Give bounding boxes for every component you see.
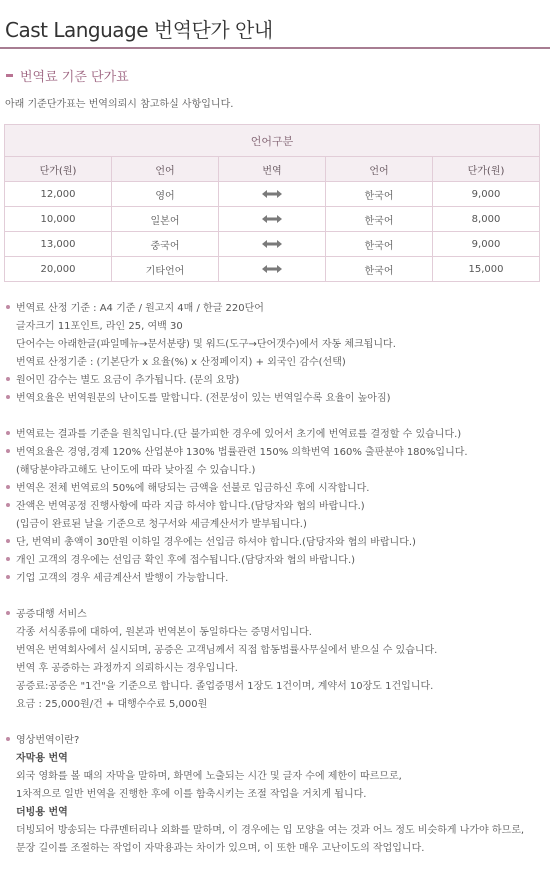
- bullet-icon: [6, 305, 10, 309]
- direction-cell: [219, 232, 326, 257]
- note-detail: (입금이 완료된 날을 기준으로 청구서와 세금계산서가 발부됩니다.): [16, 519, 307, 530]
- note-text: 번역료는 결과를 기준을 원칙입니다.(단 불가피한 경우에 있어서 초기에 번역료를 결정할 수 있습니다.): [16, 429, 462, 440]
- language-cell: 기타언어: [112, 257, 219, 282]
- language-cell: 한국어: [326, 207, 433, 232]
- note-item: [6, 426, 461, 444]
- bidirectional-arrow-icon: [262, 265, 282, 273]
- column-header: 단가(원): [433, 157, 540, 182]
- bullet-icon: [6, 377, 10, 381]
- price-cell: 9,000: [433, 182, 540, 207]
- note-text: 영상번역이란?: [16, 735, 80, 746]
- note-detail: 요금 : 25,000원/건 + 대행수수료 5,000원: [16, 699, 208, 710]
- dash-icon: [6, 74, 13, 77]
- note-text: 번역료 산정 기준 : A4 기준 / 원고지 4매 / 한글 220단어: [16, 303, 264, 314]
- note-subheading: 더빙용 번역: [16, 807, 68, 818]
- direction-cell: [219, 257, 326, 282]
- column-header: 언어: [112, 157, 219, 182]
- language-cell: 중국어: [112, 232, 219, 257]
- bullet-icon: [6, 449, 10, 453]
- column-header: 번역: [219, 157, 326, 182]
- bullet-icon: [6, 503, 10, 507]
- intro-text: 아래 기준단가표는 번역의뢰시 참고하실 사항입니다.: [5, 99, 234, 110]
- table-row: [5, 232, 540, 257]
- section-title: 번역료 기준 단가표: [20, 70, 129, 85]
- table-row: [5, 257, 540, 282]
- bullet-icon: [6, 737, 10, 741]
- note-text: 번역요율은 경영,경제 120% 산업분야 130% 법률관련 150% 의학번역 160% 출판분야 180%입니다.: [16, 447, 468, 458]
- note-detail: 번역 후 공증하는 과정까지 의뢰하시는 경우입니다.: [16, 663, 238, 674]
- language-cell: 일본어: [112, 207, 219, 232]
- page-title: Cast Language 번역단가 안내: [5, 18, 273, 42]
- column-header: 단가(원): [5, 157, 112, 182]
- note-text: 원어민 감수는 별도 요금이 추가됩니다. (문의 요망): [16, 375, 240, 386]
- rate-table: [4, 124, 540, 282]
- table-row: [5, 182, 540, 207]
- note-detail: 번역료 산정기준 : (기본단가 x 요율(%) x 산정페이지) + 외국인 감수(선택): [16, 357, 346, 368]
- price-cell: 12,000: [5, 182, 112, 207]
- note-item: [6, 552, 355, 570]
- price-cell: 8,000: [433, 207, 540, 232]
- note-detail: 1차적으로 일반 번역을 진행한 후에 이를 함축시키는 조절 작업을 거치게 됩니다.: [16, 789, 367, 800]
- note-item: [6, 570, 228, 588]
- price-cell: 20,000: [5, 257, 112, 282]
- bullet-icon: [6, 539, 10, 543]
- bullet-icon: [6, 485, 10, 489]
- direction-cell: [219, 207, 326, 232]
- column-header: 언어: [326, 157, 433, 182]
- note-detail: 번역은 번역회사에서 실시되며, 공증은 고객님께서 직접 합동법률사무실에서 받으실 수 있습니다.: [16, 645, 438, 656]
- note-text: 번역은 전체 번역료의 50%에 해당되는 금액을 선불로 입금하신 후에 시작합니다.: [16, 483, 370, 494]
- note-text: 개인 고객의 경우에는 선입금 확인 후에 접수됩니다.(담당자와 협의 바랍니다.): [16, 555, 356, 566]
- note-item: [6, 300, 264, 318]
- note-subheading: 자막용 번역: [16, 753, 68, 764]
- bullet-icon: [6, 611, 10, 615]
- direction-cell: [219, 182, 326, 207]
- table-row: [5, 207, 540, 232]
- language-cell: 한국어: [326, 257, 433, 282]
- note-text: 잔액은 번역공정 진행사항에 따라 지급 하셔야 합니다.(담당자와 협의 바랍니다.): [16, 501, 365, 512]
- bullet-icon: [6, 557, 10, 561]
- note-detail: 각종 서식종류에 대하여, 원본과 번역본이 동일하다는 증명서입니다.: [16, 627, 312, 638]
- note-detail: 단어수는 아래한글(파일메뉴→문서분량) 및 워드(도구→단어갯수)에서 자동 체크됩니다.: [16, 339, 396, 350]
- note-detail: 공증료:공증은 "1건"을 기준으로 합니다. 졸업증명서 1장도 1건이며, 계약서 10장도 1건입니다.: [16, 681, 434, 692]
- note-text: 단, 번역비 총액이 30만원 이하일 경우에는 선입금 하셔야 합니다.(담당자와 협의 바랍니다.): [16, 537, 416, 548]
- note-item: [6, 480, 369, 498]
- note-item: [6, 606, 87, 624]
- note-item: [6, 732, 79, 750]
- price-cell: 15,000: [433, 257, 540, 282]
- bidirectional-arrow-icon: [262, 190, 282, 198]
- note-item: [6, 444, 468, 462]
- note-item: [6, 498, 365, 516]
- title-divider: [0, 47, 550, 49]
- language-cell: 영어: [112, 182, 219, 207]
- note-detail: 문장 길이를 조절하는 작업이 자막용과는 차이가 있으며, 이 또한 매우 고난이도의 작업입니다.: [16, 843, 425, 854]
- bidirectional-arrow-icon: [262, 215, 282, 223]
- bullet-icon: [6, 431, 10, 435]
- price-cell: 10,000: [5, 207, 112, 232]
- note-text: 번역요율은 번역원문의 난이도를 말합니다. (전문성이 있는 번역일수록 요율이 높아짐): [16, 393, 391, 404]
- bullet-icon: [6, 575, 10, 579]
- note-text: 공증대행 서비스: [16, 609, 87, 620]
- note-item: [6, 390, 391, 408]
- note-item: [6, 372, 239, 390]
- price-cell: 9,000: [433, 232, 540, 257]
- bidirectional-arrow-icon: [262, 240, 282, 248]
- note-detail: 더빙되어 방송되는 다큐멘터리나 외화를 말하며, 이 경우에는 입 모양을 여는 것과 어느 정도 비슷하게 나가야 하므로,: [16, 825, 525, 836]
- bullet-icon: [6, 395, 10, 399]
- note-detail: (해당분야라고해도 난이도에 따라 낮아질 수 있습니다.): [16, 465, 256, 476]
- table-group-header: 언어구분: [5, 125, 540, 157]
- language-cell: 한국어: [326, 182, 433, 207]
- note-detail: 글자크기 11포인트, 라인 25, 여백 30: [16, 321, 183, 332]
- note-detail: 외국 영화를 볼 때의 자막을 말하며, 화면에 노출되는 시간 및 글자 수에 제한이 따르므로,: [16, 771, 402, 782]
- language-cell: 한국어: [326, 232, 433, 257]
- price-cell: 13,000: [5, 232, 112, 257]
- section-heading: [6, 66, 129, 85]
- note-item: [6, 534, 416, 552]
- note-text: 기업 고객의 경우 세금계산서 발행이 가능합니다.: [16, 573, 229, 584]
